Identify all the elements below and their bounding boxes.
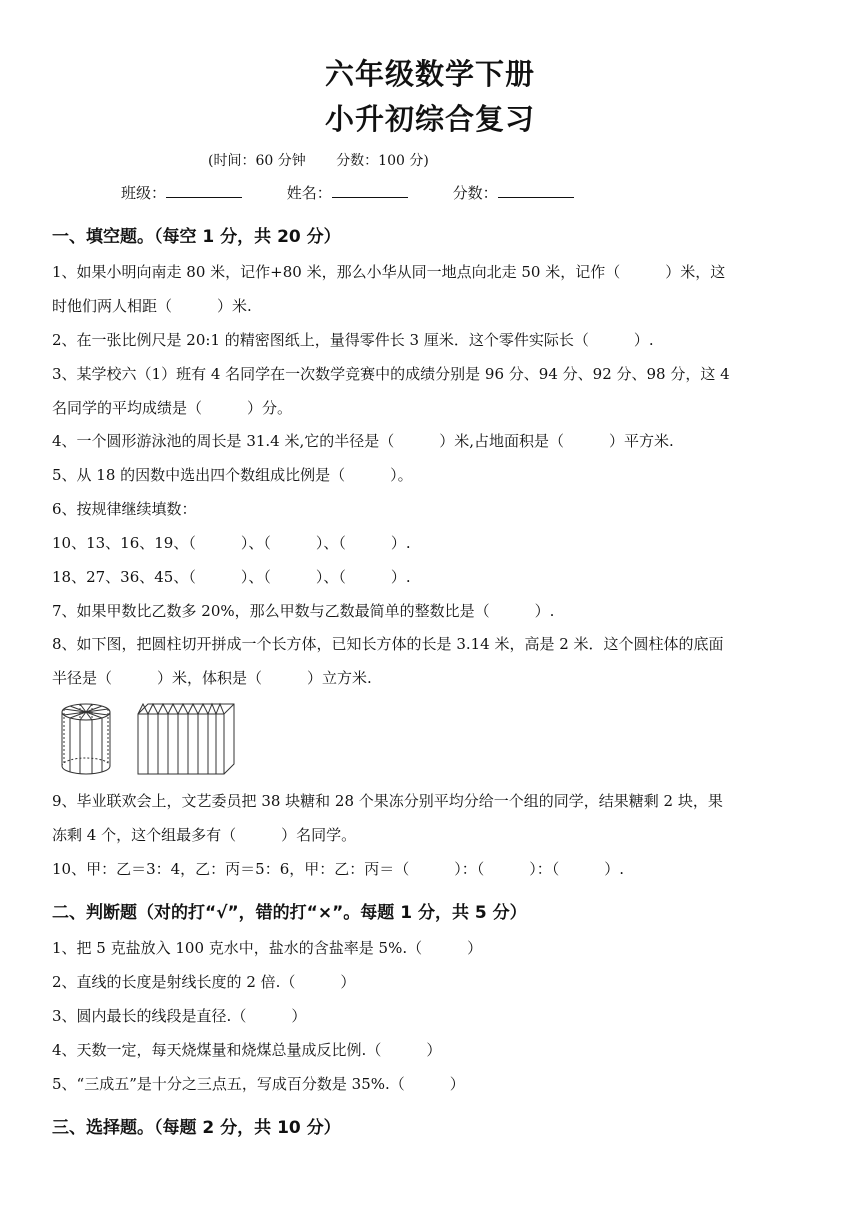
class-blank[interactable] [166, 183, 242, 198]
question-line: 7、如果甲数比乙数多 20%，那么甲数与乙数最简单的整数比是（ ）. [52, 602, 555, 620]
question-line: 1、如果小明向南走 80 米，记作+80 米，那么小华从同一地点向北走 50 米，记作（ ）米，这 [52, 263, 726, 281]
question-line: 3、圆内最长的线段是直径.（ ） [52, 1007, 307, 1025]
score-label: 分数： [452, 184, 498, 202]
question-line: 18、27、36、45、（ ）、（ ）、（ ）. [52, 568, 411, 586]
question-line: 半径是（ ）米，体积是（ ）立方米. [52, 669, 372, 687]
name-label: 姓名： [286, 184, 332, 202]
question-line: 9、毕业联欢会上，文艺委员把 38 块糖和 28 个果冻分别平均分给一个组的同学，结果糖剩 2 块，果 [52, 792, 723, 810]
cuboid-figure [138, 704, 234, 774]
question-line: 10、13、16、19、（ ）、（ ）、（ ）. [52, 534, 411, 552]
exam-subtitle: 小升初综合复习 [324, 102, 535, 136]
question-line: 10、甲：乙＝3：4，乙：丙＝5：6，甲：乙：丙＝（ ）：（ ）：（ ）. [52, 860, 625, 878]
score-blank[interactable] [498, 183, 574, 198]
score-field [453, 182, 574, 203]
name-blank[interactable] [332, 183, 408, 198]
question-line: 名同学的平均成绩是（ ）分。 [52, 399, 293, 417]
student-info [121, 182, 614, 203]
total-score: 分数：100 分) [336, 153, 429, 169]
section-heading-fill-blank: 一、填空题。（每空 1 分，共 20 分） [52, 227, 341, 247]
cylinder-to-cuboid-figure [56, 700, 236, 780]
exam-title: 六年级数学下册 [324, 57, 535, 91]
section-heading-true-false: 二、判断题（对的打“√”，错的打“×”。每题 1 分，共 5 分） [52, 903, 527, 923]
question-line: 3、某学校六（1）班有 4 名同学在一次数学竞赛中的成绩分别是 96 分、94 分、92 分、98 分，这 4 [52, 365, 730, 383]
question-line: 1、把 5 克盐放入 100 克水中，盐水的含盐率是 5%.（ ） [52, 939, 483, 957]
exam-meta [208, 150, 455, 170]
question-line: 4、一个圆形游泳池的周长是 31.4 米,它的半径是（ ）米,占地面积是（ ）平方米. [52, 432, 674, 450]
question-line: 5、“三成五”是十分之三点五，写成百分数是 35%.（ ） [52, 1075, 465, 1093]
question-line: 2、在一张比例尺是 20:1 的精密图纸上，量得零件长 3 厘米．这个零件实际长（ ）. [52, 331, 654, 349]
question-line: 6、按规律继续填数： [52, 500, 197, 518]
question-line: 时他们两人相距（ ）米. [52, 297, 252, 315]
question-line: 5、从 18 的因数中选出四个数组成比例是（ ）。 [52, 466, 413, 484]
name-field [287, 182, 408, 203]
time-limit: (时间：60 分钟 [208, 153, 306, 169]
question-line: 冻剩 4 个，这个组最多有（ ）名同学。 [52, 826, 357, 844]
question-line: 2、直线的长度是射线长度的 2 倍.（ ） [52, 973, 356, 991]
class-field [121, 182, 242, 203]
question-line: 8、如下图，把圆柱切开拼成一个长方体，已知长方体的长是 3.14 米，高是 2 米．这个圆柱体的底面 [52, 635, 724, 653]
question-line: 4、天数一定，每天烧煤量和烧煤总量成反比例.（ ） [52, 1041, 442, 1059]
cylinder-figure [62, 704, 110, 774]
class-label: 班级： [121, 184, 167, 202]
section-heading-multiple-choice: 三、选择题。（每题 2 分，共 10 分） [52, 1118, 341, 1138]
